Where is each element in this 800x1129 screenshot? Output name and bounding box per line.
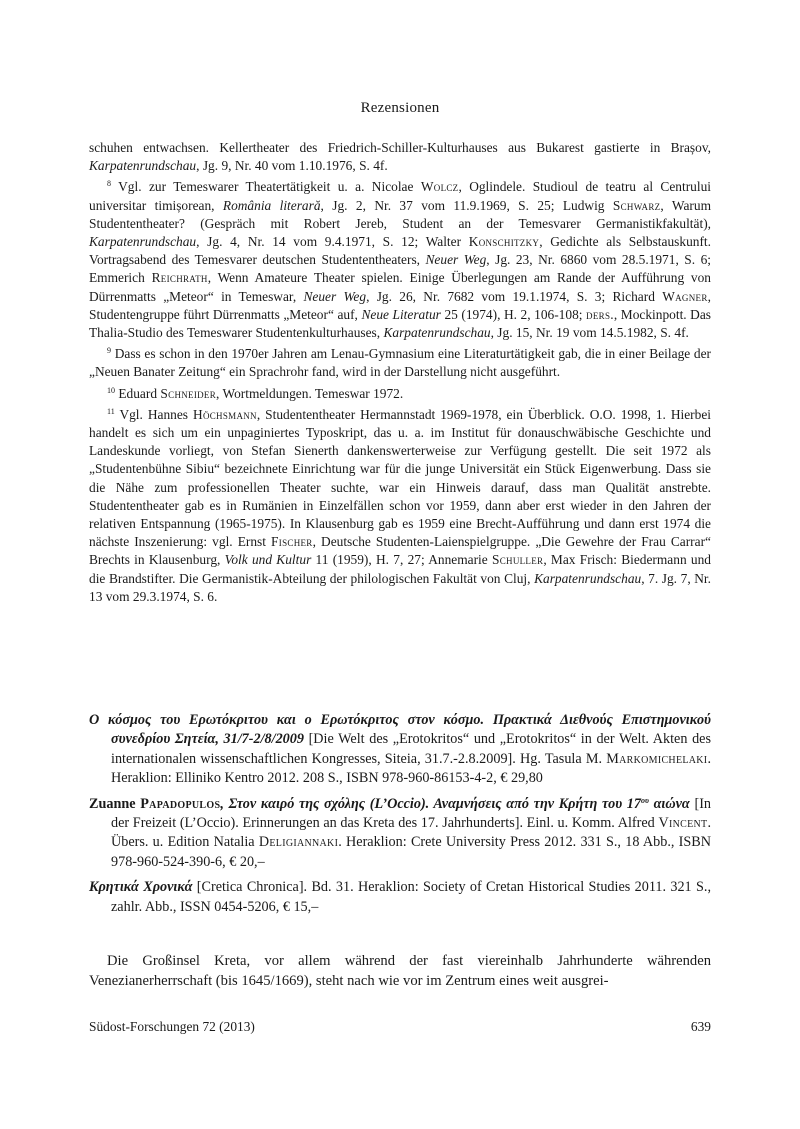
footnote-8: $^8$ Vgl. zur Temeswarer Theatertätigkeit u. a. Nicolae Wolcz, Oglindele. Studioul de teatru al Centrului universitar timișorean, România literară, Jg. 2, Nr. 37 vom 11.9.1969, S. 25; Ludwig Schwarz, Warum Studententheater? (Gespräch mit Robert Jereb, Student an der Temesvarer Germanistikfakultät), Karpatenrundschau, Jg. 4, Nr. 14 vom 9.4.1971, S. 12; Walter Konschitzky, Gedichte als Selbstauskunft. Vortragsabend des Temesvarer deutschen Studententheaters, Neuer Weg, Jg. 23, Nr. 6860 vom 28.5.1971, S. 6; Emmerich Reichrath, Wenn Amateure Theater spielen. Einige Überlegungen am Rande der Aufführung von Dürrenmatts „Meteor“ in Temeswar, Neuer Weg, Jg. 26, Nr. 7682 vom 19.1.1974, S. 3; Richard Wagner, Studentengruppe führt Dürrenmatts „Meteor“ auf, Neue Literatur 25 (1974), H. 2, 106-108; ders., Mockinpott. Das Thalia-Studio des Temeswarer Studentenkulturhauses, Karpatenrundschau, Jg. 15, Nr. 19 vom 14.5.1982, S. 4f. <box>89 179 712 341</box>
footnote-11: $^{11}$ Vgl. Hannes Höchsmann, Studententheater Hermannstadt 1969-1978, ein Überblick. O.O. 1998, 1. Hierbei handelt es sich um ein unpaginiertes Typoskript, das u. a. im Institut für donauschwäbische Geschichte und Landeskunde vorliegt, von Stefan Sienerth dankenswerterweise zur Verfügung gestellt. Die seit 1972 als „Studentenbühne Sibiu“ bezeichnete Einrichtung war für die junge Universität ein Stück Eigenwerbung. Dass sie die Nähe zum professionellen Theater suchte, war ein Hinweis darauf, dass man Qualität anstrebte. Studententheater gab es in Rumänien in Einzelfällen schon vor 1959, dann aber erst wieder in den Jahren der relativen Entspannung (1965-1975). In Klausenburg gab es 1959 eine Brecht-Aufführung und dann erst 1974 die nächste Inszenierung: vgl. Ernst Fischer, Deutsche Studenten-Laienspielgruppe. „Die Gewehre der Frau Carrar“ Brechts in Klausenburg, Volk und Kultur 11 (1959), H. 7, 27; Annemarie Schuller, Max Frisch: Biedermann und die Brandstifter. Die Germanistik-Abteilung der philologischen Fakultät von Cluj, Karpatenrundschau, 7. Jg. 7, Nr. 13 vom 29.3.1974, S. 6. <box>89 406 711 604</box>
body-paragraph: Die Großinsel Kreta, vor allem während der fast viereinhalb Jahrhunderte währenden Venezianerherrschaft (bis 1645/1669), steht nach wie vor im Zentrum eines weit ausgrei- <box>89 953 711 989</box>
reference-entry-1: Ο κόσμος του Ερωτόκριτου και ο Ερωτόκριτος στον κόσμο. Πρακτικά Διεθνούς Επιστημονικού συνεδρίου Σητεία, 31/7-2/8/2009 [Die Welt des „Erotokritos“ und „Erotokritos“ in der Welt. Akten des internationalen wissenschaftlichen Kongresses, Siteia, 31.7.-2.8.2009]. Hg. Tasula M. Markomichelaki. Heraklion: Elliniko Kentro 2012. 208 S., ISBN 978-960-86153-4-2, € 29,80 <box>89 712 711 787</box>
reference-author: Zuanne Papadopulos <box>89 795 221 812</box>
journal-citation: Südost-Forschungen 72 (2013) <box>89 1019 255 1034</box>
footnote-number: 8 <box>107 179 111 189</box>
footnotes-section <box>89 139 711 609</box>
footnote-number: 10 <box>107 385 115 395</box>
reference-title: Ο κόσμος του Ερωτόκριτου και ο Ερωτόκριτος στον κόσμο. Πρακτικά Διεθνούς Επιστημονικού συνεδρίου Σητεία, 31/7-2/8/2009 <box>89 712 711 748</box>
running-header: Rezensionen <box>360 100 440 116</box>
reviewed-works-list <box>89 711 711 923</box>
review-body <box>89 951 711 991</box>
reference-title: Κρητικά Χρονικά <box>89 879 193 896</box>
footnote-number: 11 <box>107 406 115 416</box>
footnote-number: 9 <box>107 346 111 356</box>
page-number: 639 <box>690 1019 711 1034</box>
footnote-continuation: schuhen entwachsen. Kellertheater des Friedrich-Schiller-Kulturhauses aus Bukarest gastierte in Brașov, Karpatenrundschau, Jg. 9, Nr. 40 vom 1.10.1976, S. 4f. <box>89 140 711 174</box>
footnote-10: $^{10}$ Eduard Schneider, Wortmeldungen. Temeswar 1972. <box>107 385 404 401</box>
reference-entry-3: Κρητικά Χρονικά [Cretica Chronica]. Bd. 31. Heraklion: Society of Cretan Historical Studies 2011. 321 S., zahlr. Abb., ISSN 0454-5206, € 15,– <box>89 879 711 915</box>
reference-entry-2: Zuanne Papadopulos, Στον καιρό της σχόλης (L’Occio). Αναμνήσεις από την Κρήτη του $17^{o\upsilon}$ αιώνα [In der Freizeit (L’Occio). Erinnerungen an das Kreta des 17. Jahrhunderts]. Einl. u. Komm. Alfred Vincent. Übers. u. Edition Natalia Deligiannaki. Heraklion: Crete University Press 2012. 331 S., 18 Abb., ISBN 978-960-524-390-6, € 20,– <box>89 795 712 870</box>
reference-title: , Στον καιρό της σχόλης (L’Occio). Αναμνήσεις από την Κρήτη του $17^{o\upsilon}$ αιώνα <box>220 795 690 812</box>
footnote-9: $^9$ Dass es schon in den 1970er Jahren am Lenau-Gymnasium eine Literaturtätigkeit gab, die in einer Beilage der „Neuen Banater Zeitung“ ein Sprachrohr fand, wird in der Darstellung nicht ausgeführt. <box>89 346 711 380</box>
